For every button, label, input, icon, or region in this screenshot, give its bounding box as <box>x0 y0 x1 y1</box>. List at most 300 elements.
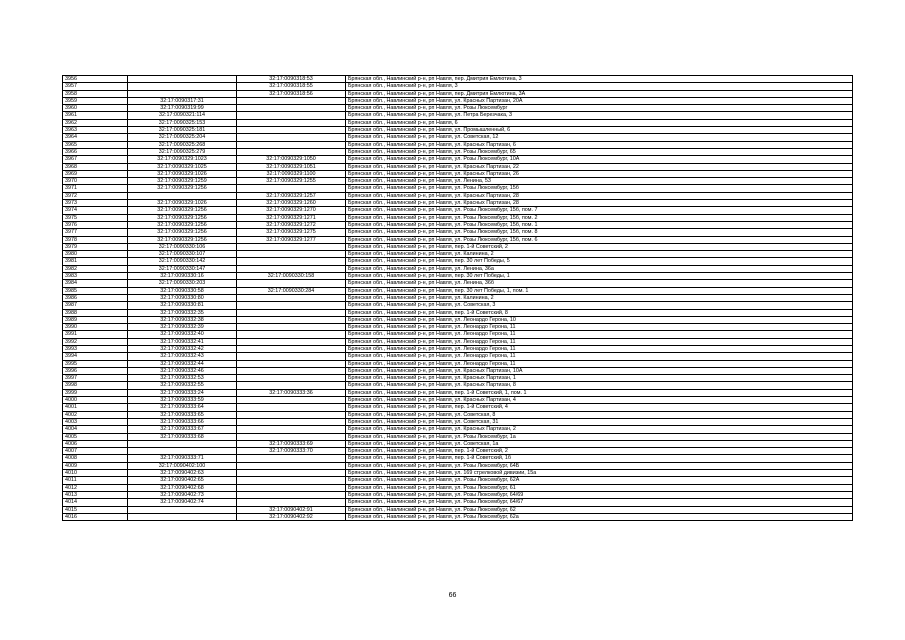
address-cell: Брянская обл., Навлинский р-н, рп Навля, ул. Леонардо Герона, 11 <box>346 324 853 331</box>
cadastral-number-cell: 32:17:0090332:38 <box>128 316 237 323</box>
table-row <box>63 90 853 97</box>
related-cadastral-number-cell <box>237 294 346 301</box>
table-row <box>63 148 853 155</box>
related-cadastral-number-cell: 32:17:0090329:1257 <box>237 192 346 199</box>
related-cadastral-number-cell: 32:17:0090329:1270 <box>237 207 346 214</box>
cadastral-number-cell: 32:17:0090329:1256 <box>128 185 237 192</box>
row-number-cell: 3968 <box>63 163 128 170</box>
address-cell: Брянская обл., Навлинский р-н, рп Навля, ул. Красных Партизан, 1 <box>346 375 853 382</box>
related-cadastral-number-cell <box>237 470 346 477</box>
table-row <box>63 499 853 506</box>
address-cell: Брянская обл., Навлинский р-н, рп Навля, ул. Советская, 1а <box>346 440 853 447</box>
table-row <box>63 426 853 433</box>
address-cell: Брянская обл., Навлинский р-н, рп Навля, ул. Красных Партизан, 10А <box>346 367 853 374</box>
table-row <box>63 112 853 119</box>
address-cell: Брянская обл., Навлинский р-н, рп Навля, ул. 169 стрелковой дивизии, 15а <box>346 470 853 477</box>
related-cadastral-number-cell <box>237 148 346 155</box>
address-cell: Брянская обл., Навлинский р-н, рп Навля, ул. Ленина, 36б <box>346 280 853 287</box>
related-cadastral-number-cell <box>237 127 346 134</box>
related-cadastral-number-cell <box>237 185 346 192</box>
address-cell: Брянская обл., Навлинский р-н, рп Навля, ул. Леонардо Герона, 11 <box>346 331 853 338</box>
row-number-cell: 4013 <box>63 491 128 498</box>
address-cell: Брянская обл., Навлинский р-н, рп Навля, ул. Розы Люксембург, 15б <box>346 185 853 192</box>
row-number-cell: 3961 <box>63 112 128 119</box>
table-row <box>63 214 853 221</box>
address-cell: Брянская обл., Навлинский р-н, рп Навля, пер. 1-й Советский, 2 <box>346 243 853 250</box>
address-cell: Брянская обл., Навлинский р-н, рп Навля, ул. Розы Люксембург, 15б, пом. 7 <box>346 207 853 214</box>
related-cadastral-number-cell <box>237 404 346 411</box>
row-number-cell: 4001 <box>63 404 128 411</box>
address-cell: Брянская обл., Навлинский р-н, рп Навля, ул. Розы Люксембург, 64/67 <box>346 499 853 506</box>
table-row <box>63 185 853 192</box>
table-row <box>63 309 853 316</box>
related-cadastral-number-cell <box>237 477 346 484</box>
table-row <box>63 83 853 90</box>
address-cell: Брянская обл., Навлинский р-н, рп Навля, ул. Ленина, 36а <box>346 265 853 272</box>
cadastral-number-cell: 32:17:0090330:203 <box>128 280 237 287</box>
table-row <box>63 221 853 228</box>
cadastral-number-cell <box>128 440 237 447</box>
related-cadastral-number-cell <box>237 280 346 287</box>
address-cell: Брянская обл., Навлинский р-н, рп Навля, ул. Красных Партизан, 26 <box>346 170 853 177</box>
address-cell: Брянская обл., Навлинский р-н, рп Навля, ул. Розы Люксембург, 64/69 <box>346 491 853 498</box>
row-number-cell: 3965 <box>63 141 128 148</box>
related-cadastral-number-cell: 32:17:0090329:1050 <box>237 156 346 163</box>
cadastral-number-cell: 32:17:0090329:1259 <box>128 178 237 185</box>
address-cell: Брянская обл., Навлинский р-н, рп Навля, пер. 1-й Советский, 2 <box>346 448 853 455</box>
table-row <box>63 287 853 294</box>
row-number-cell: 3966 <box>63 148 128 155</box>
address-cell: Брянская обл., Навлинский р-н, рп Навля, пер. 30 лет Победы, 1 <box>346 273 853 280</box>
address-cell: Брянская обл., Навлинский р-н, рп Навля, 6 <box>346 119 853 126</box>
table-row <box>63 411 853 418</box>
document-table-container <box>62 75 853 521</box>
related-cadastral-number-cell: 32:17:0090333:36 <box>237 389 346 396</box>
row-number-cell: 4009 <box>63 462 128 469</box>
table-body <box>63 76 853 521</box>
row-number-cell: 3996 <box>63 367 128 374</box>
row-number-cell: 3979 <box>63 243 128 250</box>
row-number-cell: 4011 <box>63 477 128 484</box>
cadastral-number-cell: 32:17:0090329:1025 <box>128 163 237 170</box>
row-number-cell: 3972 <box>63 192 128 199</box>
row-number-cell: 3987 <box>63 302 128 309</box>
cadastral-number-cell: 32:17:0090329:1256 <box>128 229 237 236</box>
related-cadastral-number-cell <box>237 141 346 148</box>
row-number-cell: 3967 <box>63 156 128 163</box>
address-cell: Брянская обл., Навлинский р-н, рп Навля, ул. Леонардо Герона, 10 <box>346 316 853 323</box>
cadastral-number-cell: 32:17:0090333:59 <box>128 397 237 404</box>
related-cadastral-number-cell <box>237 316 346 323</box>
related-cadastral-number-cell: 32:17:0090329:1051 <box>237 163 346 170</box>
address-cell: Брянская обл., Навлинский р-н, рп Навля, ул. Красных Партизан, 6 <box>346 141 853 148</box>
cadastral-number-cell: 32:17:0090330:107 <box>128 251 237 258</box>
address-cell: Брянская обл., Навлинский р-н, рп Навля, ул. Леонардо Герона, 11 <box>346 345 853 352</box>
table-row <box>63 382 853 389</box>
cadastral-number-cell <box>128 506 237 513</box>
related-cadastral-number-cell <box>237 411 346 418</box>
table-row <box>63 170 853 177</box>
address-cell: Брянская обл., Навлинский р-н, рп Навля, ул. Красных Партизан, 28 <box>346 200 853 207</box>
related-cadastral-number-cell <box>237 426 346 433</box>
address-register-table <box>62 75 853 521</box>
address-cell: Брянская обл., Навлинский р-н, рп Навля, ул. Розы Люксембург, 65 <box>346 148 853 155</box>
cadastral-number-cell: 32:17:0090325:268 <box>128 141 237 148</box>
table-row <box>63 192 853 199</box>
address-cell: Брянская обл., Навлинский р-н, рп Навля, ул. Промышленный, 6 <box>346 127 853 134</box>
address-cell: Брянская обл., Навлинский р-н, рп Навля, пер. 1-й Советский, 8 <box>346 309 853 316</box>
cadastral-number-cell: 32:17:0090333:24 <box>128 389 237 396</box>
address-cell: Брянская обл., Навлинский р-н, рп Навля, ул. Розы Люксембург, 64Б <box>346 462 853 469</box>
cadastral-number-cell: 32:17:0090332:53 <box>128 375 237 382</box>
table-row <box>63 134 853 141</box>
row-number-cell: 3974 <box>63 207 128 214</box>
row-number-cell: 3991 <box>63 331 128 338</box>
cadastral-number-cell: 32:17:0090321:114 <box>128 112 237 119</box>
related-cadastral-number-cell <box>237 433 346 440</box>
address-cell: Брянская обл., Навлинский р-н, рп Навля, ул. Красных Партизан, 28 <box>346 192 853 199</box>
row-number-cell: 3973 <box>63 200 128 207</box>
cadastral-number-cell: 32:17:0090319:99 <box>128 105 237 112</box>
row-number-cell: 3969 <box>63 170 128 177</box>
related-cadastral-number-cell <box>237 353 346 360</box>
related-cadastral-number-cell: 32:17:0090329:1100 <box>237 170 346 177</box>
related-cadastral-number-cell: 32:17:0090329:1275 <box>237 229 346 236</box>
row-number-cell: 3988 <box>63 309 128 316</box>
row-number-cell: 3992 <box>63 338 128 345</box>
row-number-cell: 3956 <box>63 76 128 83</box>
cadastral-number-cell: 32:17:0090332:55 <box>128 382 237 389</box>
row-number-cell: 4014 <box>63 499 128 506</box>
cadastral-number-cell: 32:17:0090332:44 <box>128 360 237 367</box>
row-number-cell: 3962 <box>63 119 128 126</box>
cadastral-number-cell: 32:17:0090325:279 <box>128 148 237 155</box>
address-cell: Брянская обл., Навлинский р-н, рп Навля, ул. Калинина, 2 <box>346 251 853 258</box>
row-number-cell: 4002 <box>63 411 128 418</box>
cadastral-number-cell: 32:17:0090332:40 <box>128 331 237 338</box>
address-cell: Брянская обл., Навлинский р-н, рп Навля, ул. Красных Партизан, 22 <box>346 163 853 170</box>
table-row <box>63 477 853 484</box>
row-number-cell: 4010 <box>63 470 128 477</box>
table-row <box>63 345 853 352</box>
table-row <box>63 258 853 265</box>
row-number-cell: 4006 <box>63 440 128 447</box>
related-cadastral-number-cell: 32:17:0090329:1272 <box>237 221 346 228</box>
row-number-cell: 3959 <box>63 97 128 104</box>
cadastral-number-cell: 32:17:0090329:1026 <box>128 170 237 177</box>
table-row <box>63 251 853 258</box>
cadastral-number-cell: 32:17:0090332:46 <box>128 367 237 374</box>
related-cadastral-number-cell <box>237 375 346 382</box>
table-row <box>63 280 853 287</box>
address-cell: Брянская обл., Навлинский р-н, рп Навля, ул. Розы Люксембург, 10А <box>346 156 853 163</box>
table-row <box>63 433 853 440</box>
cadastral-number-cell: 32:17:0090333:64 <box>128 404 237 411</box>
table-row <box>63 455 853 462</box>
address-cell: Брянская обл., Навлинский р-н, рп Навля, ул. Розы Люксембург, 62а <box>346 513 853 520</box>
page-number: 66 <box>448 592 457 599</box>
table-row <box>63 397 853 404</box>
table-row <box>63 127 853 134</box>
address-cell: Брянская обл., Навлинский р-н, рп Навля, ул. Розы Люксембург, 15б, пом. 2 <box>346 214 853 221</box>
table-row <box>63 462 853 469</box>
address-cell: Брянская обл., Навлинский р-н, рп Навля, ул. Калинина, 2 <box>346 294 853 301</box>
address-cell: Брянская обл., Навлинский р-н, рп Навля, ул. Розы Люксембург, 15б, пом. 8 <box>346 229 853 236</box>
cadastral-number-cell: 32:17:0090329:1256 <box>128 236 237 243</box>
related-cadastral-number-cell <box>237 360 346 367</box>
address-cell: Брянская обл., Навлинский р-н, рп Навля, ул. Розы Люксембург, 62А <box>346 477 853 484</box>
cadastral-number-cell: 32:17:0090332:42 <box>128 345 237 352</box>
row-number-cell: 3958 <box>63 90 128 97</box>
table-row <box>63 353 853 360</box>
address-cell: Брянская обл., Навлинский р-н, рп Навля, пер. Дмитрия Емлютина, 3 <box>346 76 853 83</box>
row-number-cell: 3971 <box>63 185 128 192</box>
address-cell: Брянская обл., Навлинский р-н, рп Навля, ул. Розы Люксембург, 15б, пом. 6 <box>346 236 853 243</box>
table-row <box>63 375 853 382</box>
related-cadastral-number-cell <box>237 324 346 331</box>
related-cadastral-number-cell: 32:17:0090330:284 <box>237 287 346 294</box>
address-cell: Брянская обл., Навлинский р-н, рп Навля, ул. Красных Партизан, 4 <box>346 397 853 404</box>
table-row <box>63 302 853 309</box>
address-cell: Брянская обл., Навлинский р-н, рп Навля, 3 <box>346 83 853 90</box>
row-number-cell: 3976 <box>63 221 128 228</box>
table-row <box>63 404 853 411</box>
cadastral-number-cell <box>128 90 237 97</box>
row-number-cell: 4004 <box>63 426 128 433</box>
related-cadastral-number-cell <box>237 97 346 104</box>
row-number-cell: 3997 <box>63 375 128 382</box>
row-number-cell: 3999 <box>63 389 128 396</box>
related-cadastral-number-cell <box>237 119 346 126</box>
related-cadastral-number-cell: 32:17:0090333:70 <box>237 448 346 455</box>
address-cell: Брянская обл., Навлинский р-н, рп Навля, ул. Петра Березчака, 3 <box>346 112 853 119</box>
cadastral-number-cell: 32:17:0090333:67 <box>128 426 237 433</box>
address-cell: Брянская обл., Навлинский р-н, рп Навля, пер. 1-й Советский, 1, пом. 1 <box>346 389 853 396</box>
table-row <box>63 243 853 250</box>
address-cell: Брянская обл., Навлинский р-н, рп Навля, ул. Леонардо Герона, 11 <box>346 338 853 345</box>
related-cadastral-number-cell <box>237 345 346 352</box>
row-number-cell: 3963 <box>63 127 128 134</box>
table-row <box>63 484 853 491</box>
row-number-cell: 3985 <box>63 287 128 294</box>
related-cadastral-number-cell: 32:17:0090329:1277 <box>237 236 346 243</box>
table-row <box>63 273 853 280</box>
cadastral-number-cell: 32:17:0090330:16 <box>128 273 237 280</box>
row-number-cell: 3998 <box>63 382 128 389</box>
cadastral-number-cell: 32:17:0090333:68 <box>128 433 237 440</box>
cadastral-number-cell: 32:17:0090332:41 <box>128 338 237 345</box>
row-number-cell: 4012 <box>63 484 128 491</box>
table-row <box>63 97 853 104</box>
table-row <box>63 200 853 207</box>
related-cadastral-number-cell <box>237 258 346 265</box>
related-cadastral-number-cell: 32:17:0090318:55 <box>237 83 346 90</box>
cadastral-number-cell: 32:17:0090402:73 <box>128 491 237 498</box>
related-cadastral-number-cell <box>237 243 346 250</box>
related-cadastral-number-cell: 32:17:0090402:92 <box>237 513 346 520</box>
table-row <box>63 389 853 396</box>
cadastral-number-cell <box>128 513 237 520</box>
cadastral-number-cell: 32:17:0090330:58 <box>128 287 237 294</box>
cadastral-number-cell: 32:17:0090329:1023 <box>128 156 237 163</box>
cadastral-number-cell: 32:17:0090330:147 <box>128 265 237 272</box>
cadastral-number-cell <box>128 83 237 90</box>
row-number-cell: 3981 <box>63 258 128 265</box>
table-row <box>63 229 853 236</box>
related-cadastral-number-cell <box>237 491 346 498</box>
related-cadastral-number-cell <box>237 367 346 374</box>
row-number-cell: 3993 <box>63 345 128 352</box>
related-cadastral-number-cell <box>237 112 346 119</box>
related-cadastral-number-cell: 32:17:0090318:53 <box>237 76 346 83</box>
related-cadastral-number-cell: 32:17:0090329:1271 <box>237 214 346 221</box>
related-cadastral-number-cell: 32:17:0090330:158 <box>237 273 346 280</box>
table-row <box>63 178 853 185</box>
related-cadastral-number-cell <box>237 462 346 469</box>
related-cadastral-number-cell <box>237 382 346 389</box>
row-number-cell: 3970 <box>63 178 128 185</box>
row-number-cell: 3960 <box>63 105 128 112</box>
table-row <box>63 440 853 447</box>
address-cell: Брянская обл., Навлинский р-н, рп Навля, ул. Советская, 3 <box>346 302 853 309</box>
address-cell: Брянская обл., Навлинский р-н, рп Навля, пер. 1-й Советский, 4 <box>346 404 853 411</box>
table-row <box>63 207 853 214</box>
related-cadastral-number-cell: 32:17:0090329:1255 <box>237 178 346 185</box>
address-cell: Брянская обл., Навлинский р-н, рп Навля, ул. Красных Партизан, 2 <box>346 426 853 433</box>
address-cell: Брянская обл., Навлинский р-н, рп Навля, ул. Советская, 12 <box>346 134 853 141</box>
cadastral-number-cell: 32:17:0090329:1256 <box>128 214 237 221</box>
cadastral-number-cell: 32:17:0090402:68 <box>128 484 237 491</box>
cadastral-number-cell: 32:17:0090402:63 <box>128 470 237 477</box>
cadastral-number-cell: 32:17:0090330:106 <box>128 243 237 250</box>
cadastral-number-cell: 32:17:0090317:31 <box>128 97 237 104</box>
address-cell: Брянская обл., Навлинский р-н, рп Навля, пер. 30 лет Победы, 1, пом. 1 <box>346 287 853 294</box>
cadastral-number-cell: 32:17:0090333:66 <box>128 418 237 425</box>
cadastral-number-cell: 32:17:0090333:71 <box>128 455 237 462</box>
row-number-cell: 3978 <box>63 236 128 243</box>
row-number-cell: 3964 <box>63 134 128 141</box>
address-cell: Брянская обл., Навлинский р-н, рп Навля, пер. 30 лет Победы, 5 <box>346 258 853 265</box>
row-number-cell: 3975 <box>63 214 128 221</box>
cadastral-number-cell: 32:17:0090329:1256 <box>128 221 237 228</box>
related-cadastral-number-cell: 32:17:0090329:1260 <box>237 200 346 207</box>
table-row <box>63 163 853 170</box>
address-cell: Брянская обл., Навлинский р-н, рп Навля, ул. Красных Партизан, 8 <box>346 382 853 389</box>
row-number-cell: 4015 <box>63 506 128 513</box>
table-row <box>63 448 853 455</box>
related-cadastral-number-cell: 32:17:0090333:69 <box>237 440 346 447</box>
address-cell: Брянская обл., Навлинский р-н, рп Навля, ул. Советская, 8 <box>346 411 853 418</box>
related-cadastral-number-cell <box>237 418 346 425</box>
address-cell: Брянская обл., Навлинский р-н, рп Навля, ул. Леонардо Герона, 11 <box>346 353 853 360</box>
row-number-cell: 4005 <box>63 433 128 440</box>
cadastral-number-cell: 32:17:0090330:80 <box>128 294 237 301</box>
table-row <box>63 367 853 374</box>
row-number-cell: 3957 <box>63 83 128 90</box>
address-cell: Брянская обл., Навлинский р-н, рп Навля, пер. 1-й Советский, 1б <box>346 455 853 462</box>
cadastral-number-cell: 32:17:0090329:1026 <box>128 200 237 207</box>
address-cell: Брянская обл., Навлинский р-н, рп Навля, ул. Красных Партизан, 20А <box>346 97 853 104</box>
table-row <box>63 141 853 148</box>
related-cadastral-number-cell <box>237 484 346 491</box>
table-row <box>63 324 853 331</box>
table-row <box>63 119 853 126</box>
row-number-cell: 3977 <box>63 229 128 236</box>
address-cell: Брянская обл., Навлинский р-н, рп Навля, ул. Розы Люксембург, 62 <box>346 506 853 513</box>
cadastral-number-cell: 32:17:0090333:65 <box>128 411 237 418</box>
cadastral-number-cell: 32:17:0090402:100 <box>128 462 237 469</box>
table-row <box>63 105 853 112</box>
row-number-cell: 3983 <box>63 273 128 280</box>
address-cell: Брянская обл., Навлинский р-н, рп Навля, ул. Леонардо Герона, 11 <box>346 360 853 367</box>
row-number-cell: 4008 <box>63 455 128 462</box>
related-cadastral-number-cell <box>237 331 346 338</box>
table-row <box>63 491 853 498</box>
table-row <box>63 294 853 301</box>
related-cadastral-number-cell <box>237 309 346 316</box>
table-row <box>63 316 853 323</box>
cadastral-number-cell: 32:17:0090402:65 <box>128 477 237 484</box>
address-cell: Брянская обл., Навлинский р-н, рп Навля, ул. Розы Люксембург <box>346 105 853 112</box>
cadastral-number-cell: 32:17:0090332:39 <box>128 324 237 331</box>
cadastral-number-cell: 32:17:0090325:204 <box>128 134 237 141</box>
table-row <box>63 513 853 520</box>
address-cell: Брянская обл., Навлинский р-н, рп Навля, ул. Розы Люксембург, 61 <box>346 484 853 491</box>
table-row <box>63 156 853 163</box>
address-cell: Брянская обл., Навлинский р-н, рп Навля, ул. Советская, 31 <box>346 418 853 425</box>
cadastral-number-cell: 32:17:0090325:153 <box>128 119 237 126</box>
address-cell: Брянская обл., Навлинский р-н, рп Навля, ул. Ленина, 53 <box>346 178 853 185</box>
table-row <box>63 418 853 425</box>
cadastral-number-cell: 32:17:0090332:35 <box>128 309 237 316</box>
related-cadastral-number-cell <box>237 251 346 258</box>
cadastral-number-cell: 32:17:0090330:142 <box>128 258 237 265</box>
related-cadastral-number-cell <box>237 499 346 506</box>
row-number-cell: 3995 <box>63 360 128 367</box>
related-cadastral-number-cell <box>237 265 346 272</box>
table-row <box>63 76 853 83</box>
table-row <box>63 360 853 367</box>
cadastral-number-cell <box>128 192 237 199</box>
row-number-cell: 3989 <box>63 316 128 323</box>
related-cadastral-number-cell <box>237 455 346 462</box>
related-cadastral-number-cell <box>237 397 346 404</box>
cadastral-number-cell <box>128 448 237 455</box>
address-cell: Брянская обл., Навлинский р-н, рп Навля, пер. Дмитрия Емлютина, 3А <box>346 90 853 97</box>
row-number-cell: 4003 <box>63 418 128 425</box>
table-row <box>63 470 853 477</box>
address-cell: Брянская обл., Навлинский р-н, рп Навля, ул. Розы Люксембург, 1а <box>346 433 853 440</box>
row-number-cell: 3990 <box>63 324 128 331</box>
cadastral-number-cell: 32:17:0090330:81 <box>128 302 237 309</box>
related-cadastral-number-cell <box>237 338 346 345</box>
row-number-cell: 3982 <box>63 265 128 272</box>
table-row <box>63 331 853 338</box>
related-cadastral-number-cell <box>237 105 346 112</box>
related-cadastral-number-cell: 32:17:0090318:56 <box>237 90 346 97</box>
related-cadastral-number-cell <box>237 302 346 309</box>
address-cell: Брянская обл., Навлинский р-н, рп Навля, ул. Розы Люксембург, 15б, пом. 1 <box>346 221 853 228</box>
cadastral-number-cell: 32:17:0090332:43 <box>128 353 237 360</box>
cadastral-number-cell: 32:17:0090325:181 <box>128 127 237 134</box>
row-number-cell: 4016 <box>63 513 128 520</box>
row-number-cell: 3986 <box>63 294 128 301</box>
related-cadastral-number-cell <box>237 134 346 141</box>
row-number-cell: 4000 <box>63 397 128 404</box>
cadastral-number-cell: 32:17:0090402:74 <box>128 499 237 506</box>
row-number-cell: 3984 <box>63 280 128 287</box>
row-number-cell: 3994 <box>63 353 128 360</box>
